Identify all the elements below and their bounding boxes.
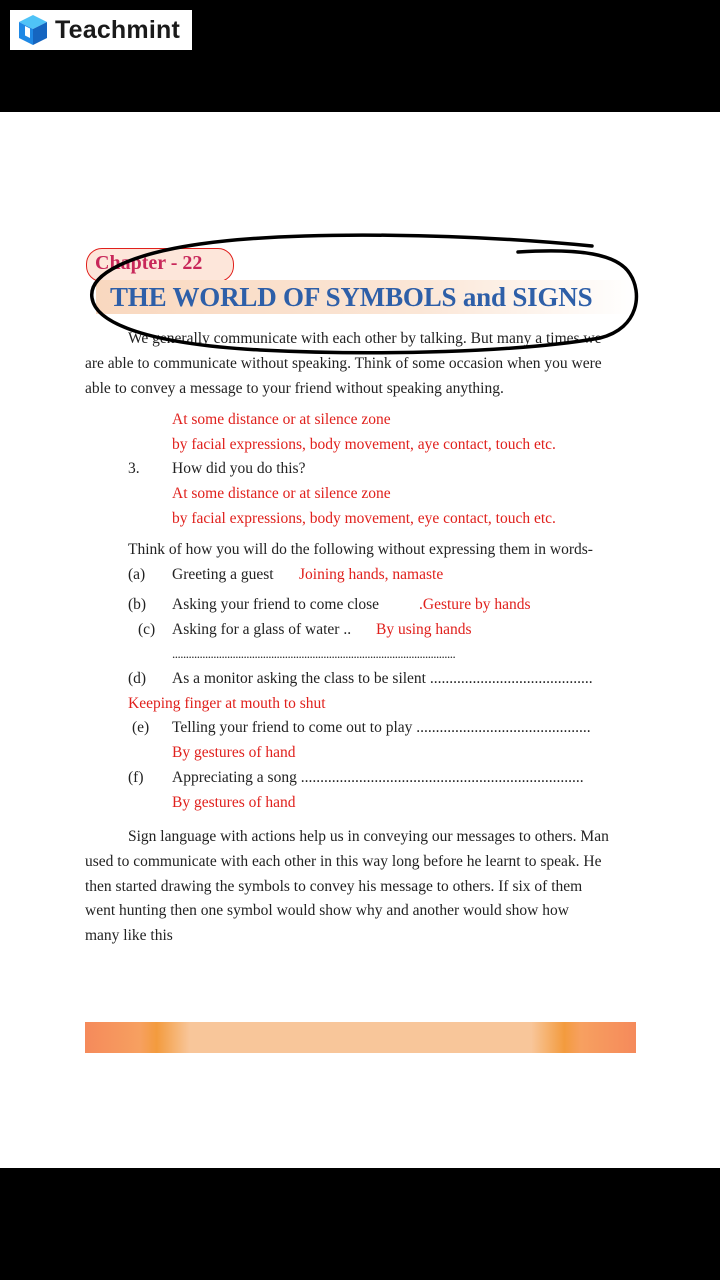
item-b-label: (b): [128, 596, 147, 613]
item-a-text: Greeting a guest: [172, 566, 274, 583]
answer-q2-line-2: by facial expressions, body movement, aye contact, touch etc.: [172, 436, 556, 453]
item-c-answer: By using hands: [376, 621, 472, 638]
item-a-answer: Joining hands, namaste: [299, 566, 444, 583]
item-f-answer: By gestures of hand: [172, 794, 296, 811]
item-d-label: (d): [128, 670, 147, 687]
item-c-text: Asking for a glass of water ..: [172, 621, 352, 638]
q3-number: 3.: [128, 460, 140, 477]
item-a-label: (a): [128, 566, 146, 583]
closing-line-1: Sign language with actions help us in conveying our messages to others. Man: [128, 828, 609, 845]
item-d-text: As a monitor asking the class to be silent ..........................................: [172, 670, 593, 687]
closing-line-5: many like this: [85, 927, 173, 944]
item-e-text: Telling your friend to come out to play .............................................: [172, 719, 591, 736]
item-c-dots: .......................................................................................................: [172, 646, 456, 661]
item-e-answer: By gestures of hand: [172, 744, 296, 761]
answer-q2-line-1: At some distance or at silence zone: [172, 411, 391, 428]
book-cube-icon: [16, 13, 50, 47]
q3-answer-1: At some distance or at silence zone: [172, 485, 391, 502]
intro-line-3: able to convey a message to your friend without speaking anything.: [85, 380, 504, 397]
q3-text: How did you do this?: [172, 460, 306, 477]
q3-answer-2: by facial expressions, body movement, eye contact, touch etc.: [172, 510, 556, 527]
item-e-label: (e): [132, 719, 150, 736]
item-b-answer: .Gesture by hands: [419, 596, 531, 613]
closing-line-3: then started drawing the symbols to convey his message to others. If six of them: [85, 878, 583, 895]
intro-line-2: are able to communicate without speaking. Think of some occasion when you were: [85, 355, 602, 372]
ink-circle-annotation: [0, 112, 720, 1168]
chapter-title: THE WORLD OF SYMBOLS and SIGNS: [110, 282, 593, 312]
item-c-label: (c): [138, 621, 156, 638]
closing-line-4: went hunting then one symbol would show why and another would show how: [85, 902, 569, 919]
closing-line-2: used to communicate with each other in this way long before he learnt to speak. He: [85, 853, 602, 870]
item-f-label: (f): [128, 769, 144, 786]
chapter-label: Chapter - 22: [95, 252, 203, 274]
brand-name: Teachmint: [55, 15, 180, 44]
item-d-answer: Keeping finger at mouth to shut: [128, 695, 326, 712]
think-prompt: Think of how you will do the following without expressing them in words-: [128, 541, 593, 558]
document-page: [0, 112, 720, 1168]
teachmint-logo: [10, 10, 192, 50]
intro-line-1: We generally communicate with each other by talking. But many a times we: [128, 330, 602, 347]
item-b-text: Asking your friend to come close: [172, 596, 380, 613]
item-f-text: Appreciating a song .........................................................................: [172, 769, 584, 786]
